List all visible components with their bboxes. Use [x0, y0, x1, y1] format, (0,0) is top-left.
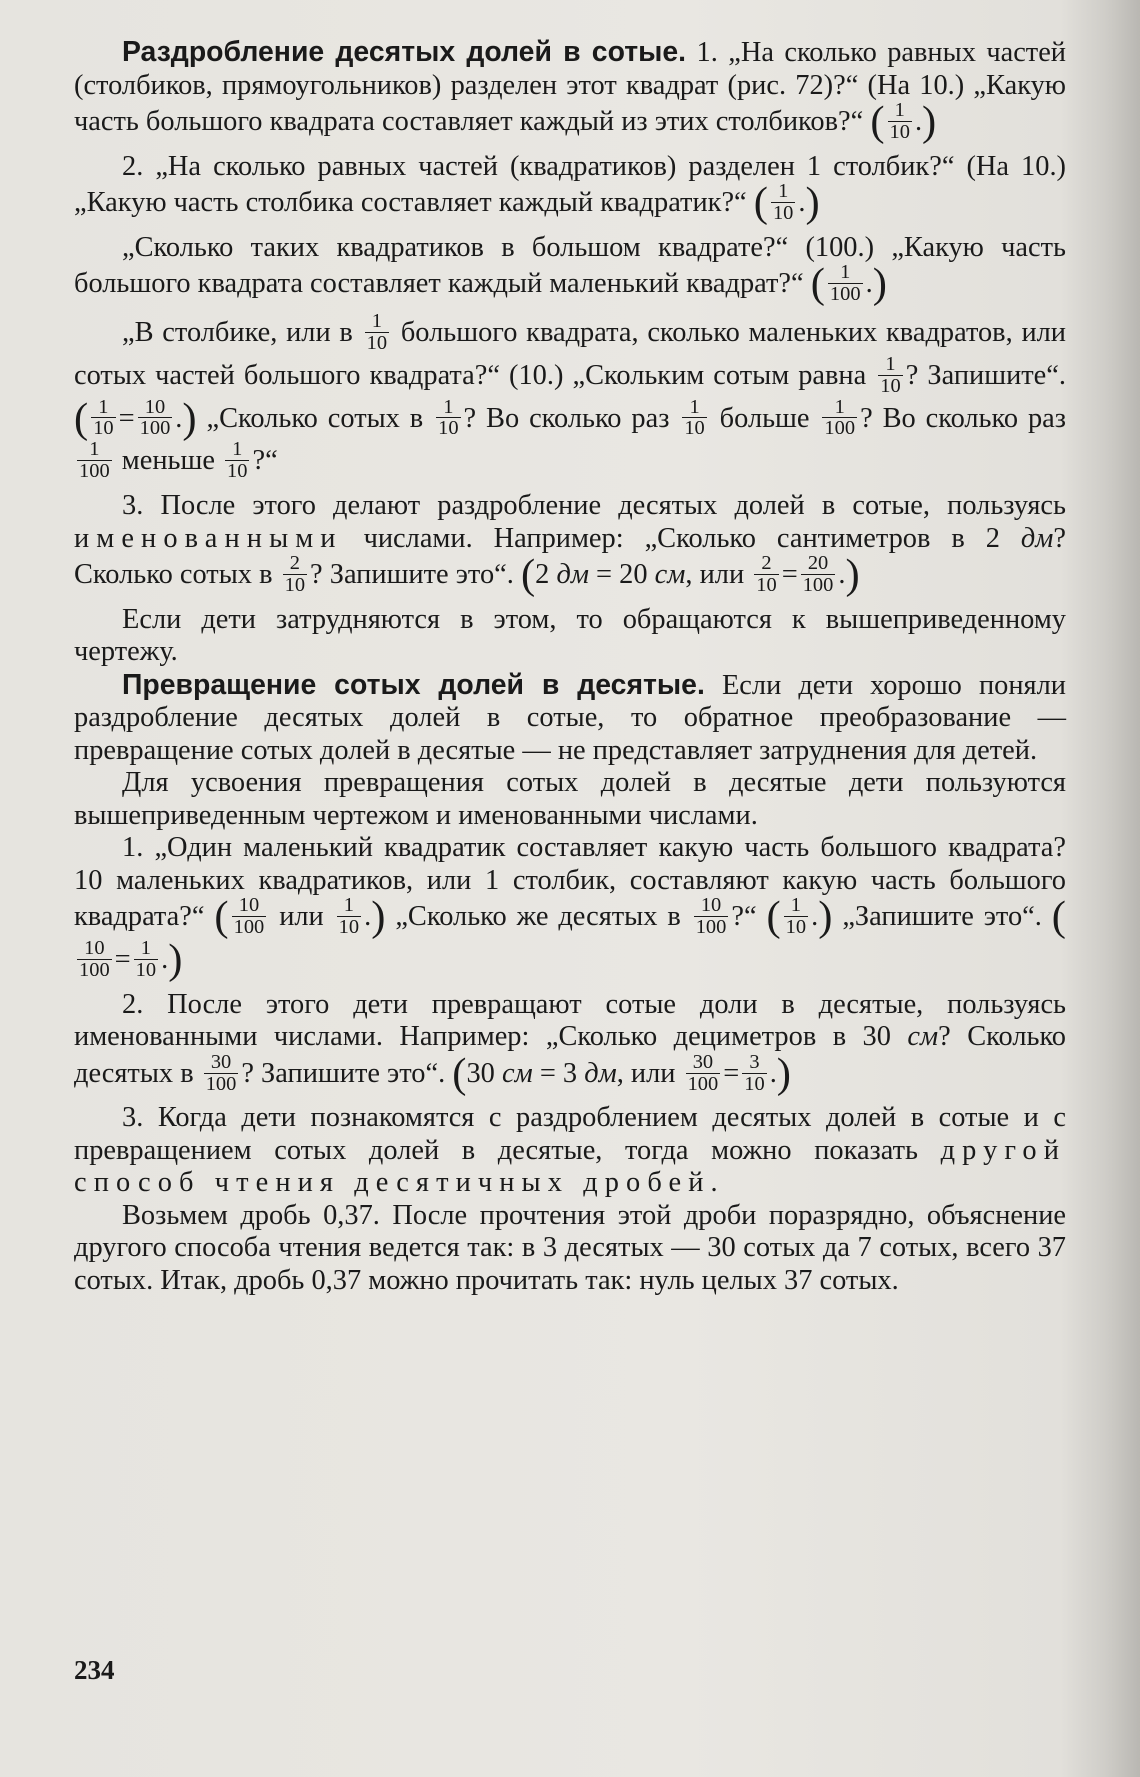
paragraph-6: Если дети затрудняются в этом, то обращаются к вышеприведенному чертежу. — [74, 603, 1066, 668]
text-run: „Запишите это“. — [842, 901, 1042, 933]
text-run: ? Запишите это“. — [310, 558, 514, 590]
text-run: ? Сколько десятых в — [74, 1021, 1066, 1089]
text-run: 1. „Один маленький квадратик составляет какую часть большого квадрата? 10 маленьких квадратиков, или 1 столбик, составляют какую часть большого квадрата?“ — [74, 832, 1066, 933]
text-run: , или — [616, 1057, 676, 1089]
unit-sm: см — [654, 558, 686, 590]
page-text — [74, 36, 1066, 1297]
text-run: = 3 — [539, 1057, 578, 1089]
fraction: $\frac{10}{100}$ — [695, 894, 727, 939]
spaced-emphasis: именованными — [74, 522, 343, 554]
spaced-emphasis: другой способ чтения десятичных дробей. — [74, 1134, 1066, 1199]
fraction: $\frac{1}{10}$ — [438, 395, 459, 440]
unit-sm: см — [501, 1057, 533, 1089]
fraction: $\frac{20}{100}$ — [802, 552, 834, 596]
unit-sm: см — [907, 1021, 939, 1053]
text-run: ? Во сколько раз — [860, 402, 1066, 434]
text-run: 2 — [535, 558, 550, 590]
paragraph-4: „В столбике, или в $\frac{1}{10}$ большого квадрата, сколько маленьких квадратов, или сотых частей большого квадрата?“ (10.) „Скольким сотым равна $\frac{1}{10}$ ? Запишите“. ( $\frac{1}{10}$ = $\frac{10}{100}$ .) „Сколько сотых в $\frac{1}{10}$ ? Во сколько раз $\frac{1}{10}$ больше $\frac{1}{100}$ ? Во сколько раз $\frac{1}{100}$ меньше $\frac{1}{10}$ ?“ — [74, 310, 1066, 483]
fraction: $\frac{1}{10}$ — [772, 180, 794, 225]
text-run: „Сколько сотых в — [206, 402, 424, 434]
page-number: 234 — [74, 1655, 115, 1685]
fraction: $\frac{10}{100}$ — [233, 894, 265, 939]
text-run: или — [279, 901, 324, 933]
text-run: 3. Когда дети познакомятся с раздроблением десятых долей в сотые и с превращением сотых долей в десятые, тогда можно показать — [74, 1102, 1066, 1166]
paragraph-8: Для усвоения превращения сотых долей в десятые дети пользуются вышеприведенным чертежом и именованными числами. — [74, 767, 1066, 831]
text-run: числами. Например: „Сколько сантиметров в 2 — [363, 522, 1000, 554]
fraction: $\frac{1}{100}$ — [829, 261, 861, 306]
section-heading: Превращение сотых долей в десятые. — [122, 668, 705, 701]
text-run: большого квадрата, сколько маленьких квадратов, или сотых частей большого квадрата?“ (10.) „Скольким сотым равна — [74, 317, 1066, 391]
fraction: $\frac{3}{10}$ — [744, 1050, 765, 1095]
text-run: больше — [719, 402, 810, 434]
paragraph-9: 1. „Один маленький квадратик составляет какую часть большого квадрата? 10 маленьких квадратиков, или 1 столбик, составляют какую часть большого квадрата?“ ( $\frac{10}{100}$ или $\frac{1}{10}$ .) „Сколько же десятых в $\frac{10}{100}$ ?“ ( $\frac{1}{10}$ .) „Запишите это“. ( $\frac{10}{100}$ = $\frac{1}{10}$ .) — [74, 832, 1066, 983]
paragraph-12: Возьмем дробь 0,37. После прочтения этой дроби поразрядно, объяснение другого способа чтения ведется так: в 3 десятых — 30 сотых да 7 сотых, всего 37 сотых. Итак, дробь 0,37 можно прочитать так: нуль целых 37 сотых. — [74, 1199, 1066, 1296]
section-heading: Раздробление десятых долей в сотые. — [122, 36, 687, 68]
text-run: 2. После этого дети превращают сотые доли в десятые, пользуясь именованными числами. Например: „Сколько дециметров в 30 — [74, 988, 1066, 1053]
paragraph-5: 3. После этого делают раздробление десятых долей в сотые, пользуясь именованными числами. Например: „Сколько сантиметров в 2 дм? Сколько сотых в $\frac{2}{10}$ ? Запишите это“. (2 дм = 20 см, или $\frac{2}{10}$ = $\frac{20}{100}$ .) — [74, 490, 1066, 599]
text-run: = 20 — [596, 558, 648, 590]
fraction: $\frac{30}{100}$ — [205, 1050, 237, 1095]
fraction: $\frac{1}{10}$ — [889, 99, 910, 143]
fraction: $\frac{10}{100}$ — [139, 395, 171, 440]
fraction: $\frac{1}{10}$ — [93, 395, 114, 440]
text-run: „Сколько таких квадратиков в большом квадрате?“ (100.) „Какую часть большого квадрата составляет каждый маленький квадрат?“ — [74, 231, 1066, 300]
fraction: $\frac{1}{10}$ — [338, 894, 360, 939]
fraction: $\frac{1}{100}$ — [824, 395, 856, 440]
fraction: $\frac{1}{100}$ — [79, 438, 110, 483]
text-run: 30 — [466, 1057, 495, 1089]
paragraph-7 — [74, 669, 1066, 768]
fraction: $\frac{1}{10}$ — [880, 352, 901, 397]
text-run: ?“ — [252, 445, 278, 477]
text-run: ? Запишите“. — [905, 359, 1066, 391]
unit-dm: дм — [556, 558, 589, 590]
text-run: Если дети хорошо поняли раздробление десятых долей в сотые, то обратное преобразование — превращение сотых долей в десятые — не представляет затруднения для детей. — [74, 669, 1066, 766]
text-run: ? Во сколько раз — [463, 402, 670, 434]
text-run: меньше — [121, 445, 215, 477]
fraction: $\frac{10}{100}$ — [79, 936, 110, 981]
paragraph-1: Раздробление десятых долей в сотые. 1. „На сколько равных частей (столбиков, прямоугольников) разделен этот квадрат (рис. 72)?“ (На 10.) „Какую часть большого квадрата составляет каждый из этих столбиков?“ ( $\frac{1}{10}$ .) — [74, 36, 1066, 145]
fraction: $\frac{1}{10}$ — [135, 936, 157, 981]
text-run: ?“ — [731, 901, 757, 933]
fraction: $\frac{2}{10}$ — [284, 552, 306, 596]
paragraph-10: 2. После этого дети превращают сотые доли в десятые, пользуясь именованными числами. Например: „Сколько дециметров в 30 см? Сколько десятых в $\frac{30}{100}$ ? Запишите это“. (30 см = 3 дм, или $\frac{30}{100}$ = $\frac{3}{10}$ .) — [74, 988, 1066, 1097]
text-run: ? Сколько сотых в — [74, 522, 1066, 590]
text-run: 3. После этого делают раздробление десятых долей в сотые, пользуясь — [122, 490, 1066, 522]
text-run: „В столбике, или в — [122, 317, 353, 349]
fraction: $\frac{30}{100}$ — [687, 1050, 719, 1095]
text-run: „Сколько же десятых в — [395, 901, 681, 933]
unit-dm: дм — [584, 1057, 617, 1089]
fraction: $\frac{2}{10}$ — [756, 552, 777, 596]
paragraph-2: 2. „На сколько равных частей (квадратиков) разделен 1 столбик?“ (На 10.) „Какую часть столбика составляет каждый квадратик?“ ( $\frac{1}{10}$ .) — [74, 150, 1066, 227]
fraction: $\frac{1}{10}$ — [227, 438, 248, 483]
paragraph-3: „Сколько таких квадратиков в большом квадрате?“ (100.) „Какую часть большого квадрата составляет каждый маленький квадрат?“ ( $\frac{1}{100}$ .) — [74, 231, 1066, 308]
text-run: 2. „На сколько равных частей (квадратиков) разделен 1 столбик?“ (На 10.) „Какую часть столбика составляет каждый квадратик?“ — [74, 150, 1066, 219]
paragraph-11 — [74, 1102, 1066, 1200]
fraction: $\frac{1}{10}$ — [684, 395, 705, 440]
fraction: $\frac{1}{10}$ — [366, 310, 388, 355]
text-run: ? Запишите это“. — [241, 1057, 446, 1089]
fraction: $\frac{1}{10}$ — [785, 894, 807, 939]
text-run: , или — [685, 558, 745, 590]
text-run: 1. „На сколько равных частей (столбиков, прямоугольников) разделен этот квадрат (рис. 72)?“ (На 10.) „Какую часть большого квадрата составляет каждый из этих столбиков?“ — [74, 37, 1066, 137]
unit-dm: дм — [1020, 522, 1054, 554]
